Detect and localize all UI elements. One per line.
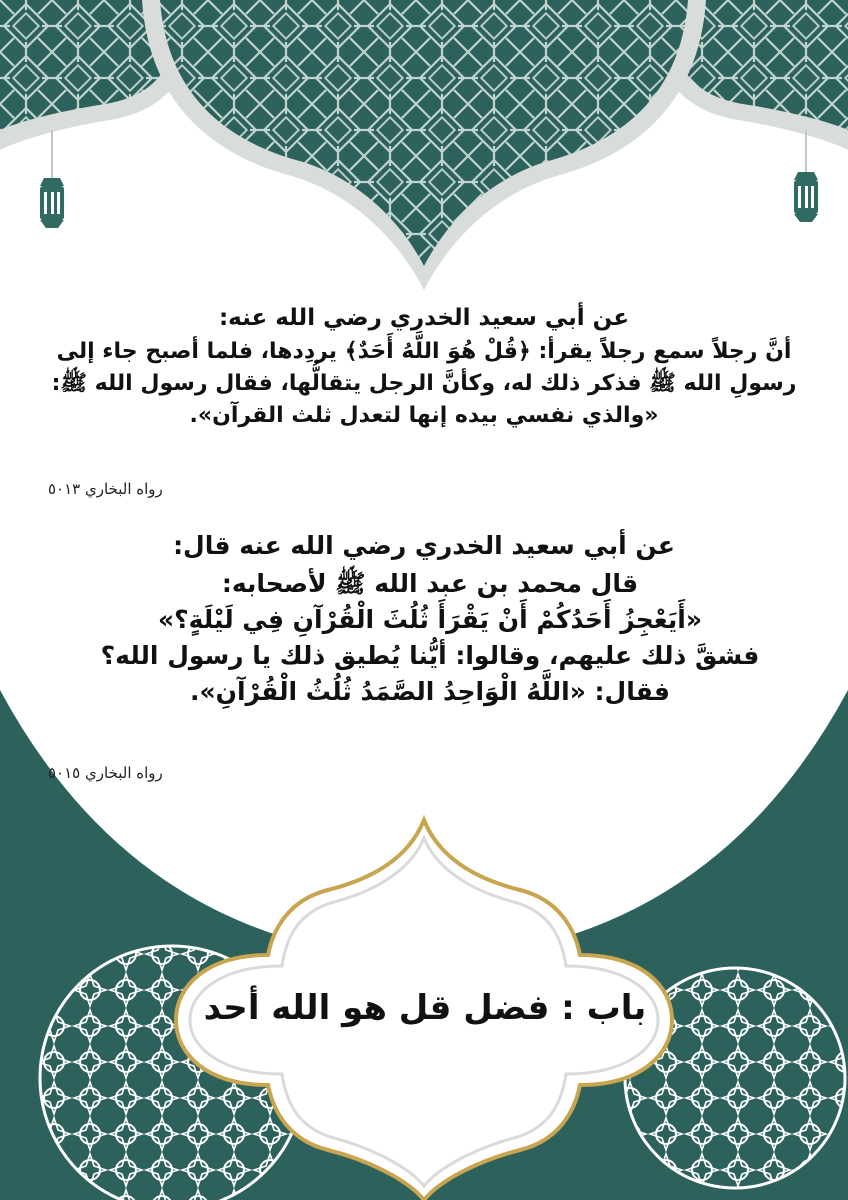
hadith2-text: [60, 566, 800, 710]
hadith1-heading: عن أبي سعيد الخدري رضي الله عنه:: [218, 305, 630, 331]
hadith2-line: قال محمد بن عبد الله ﷺ لأصحابه:: [221, 569, 639, 598]
ramadan-lantern-icon-right: [794, 130, 818, 222]
hadith2-source: رواه البخاري ٥٠١٥: [48, 764, 163, 782]
hadith2-line: فشقَّ ذلك عليهم، وقالوا: أيُّنا يُطيق ذلك يا رسول الله؟: [100, 641, 760, 670]
hadith2-line: «أَيَعْجِزُ أَحَدُكُمْ أَنْ يَقْرَأَ ثُلُثَ الْقُرْآنِ فِي لَيْلَةٍ؟»: [157, 605, 703, 634]
hadith1-line: «والذي نفسي بيده إنها لتعدل ثلث القرآن».: [189, 403, 659, 428]
hadith1-text: [20, 336, 828, 432]
chapter-title: باب : فضل قل هو الله أحد: [203, 988, 647, 1028]
top-arch-center: [142, 0, 706, 290]
hadith1-line: أنَّ رجلاً سمع رجلاً يقرأ: ﴿قُلْ هُوَ اللَّهُ أَحَدٌ﴾ يردِدها، فلما أصبح جاء إلى: [56, 339, 792, 364]
hadith2-heading: عن أبي سعيد الخدري رضي الله عنه قال:: [173, 531, 675, 560]
ramadan-lantern-icon-left: [40, 130, 64, 228]
hadith1-line: رسولِ الله ﷺ فذكر ذلك له، وكأنَّ الرجل يتقالُّها، فقال رسول الله ﷺ:: [51, 371, 797, 396]
hadith2-line: فقال: «اللَّهُ الْوَاحِدُ الصَّمَدُ ثُلُثُ الْقُرْآنِ».: [190, 677, 670, 706]
hadith1-source: رواه البخاري ٥٠١٣: [48, 480, 163, 498]
